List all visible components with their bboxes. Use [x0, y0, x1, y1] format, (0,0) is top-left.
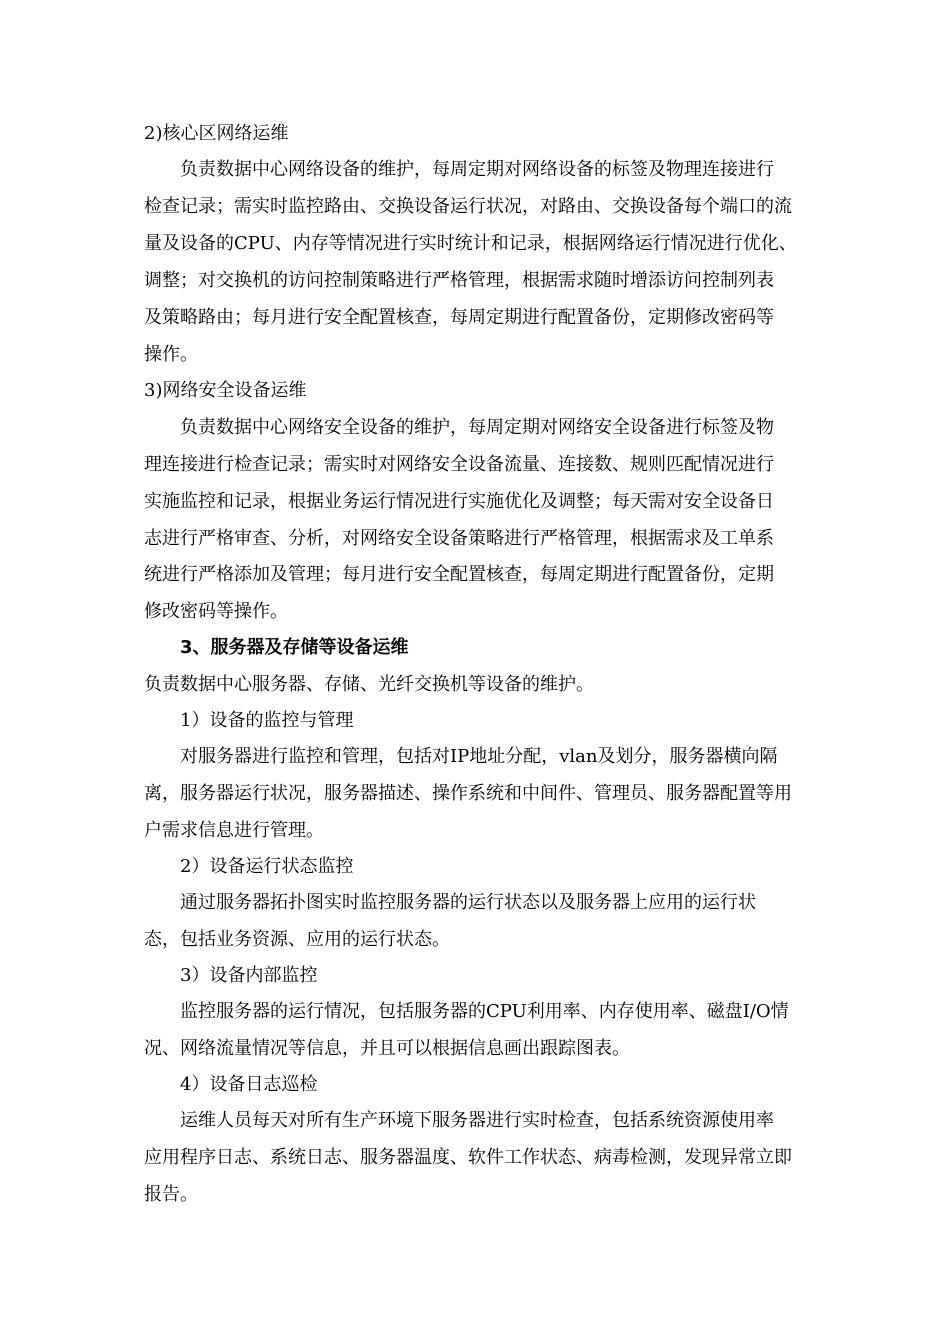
paragraph-line: 运维人员每天对所有生产环境下服务器进行实时检查，包括系统资源使用率 [180, 1110, 774, 1131]
paragraph-line: 离，服务器运行状况，服务器描述、操作系统和中间件、管理员、服务器配置等用 [144, 783, 792, 804]
paragraph-line: 实施监控和记录，根据业务运行情况进行实施优化及调整；每天需对安全设备日 [144, 491, 774, 512]
paragraph-line: 理连接进行检查记录；需实时对网络安全设备流量、连接数、规则匹配情况进行 [144, 454, 774, 475]
paragraph-line: 户需求信息进行管理。 [144, 820, 324, 841]
section-heading-servers-storage: 3、服务器及存储等设备运维 [180, 637, 409, 658]
paragraph-line: 负责数据中心网络设备的维护，每周定期对网络设备的标签及物理连接进行 [180, 159, 774, 180]
paragraph-line: 及策略路由；每月进行安全配置核查，每周定期进行配置备份，定期修改密码等 [144, 307, 774, 328]
paragraph-line: 调整；对交换机的访问控制策略进行严格管理，根据需求随时增添访问控制列表 [144, 270, 774, 291]
paragraph-line: 态，包括业务资源、应用的运行状态。 [144, 929, 450, 950]
paragraph-line: 修改密码等操作。 [144, 601, 288, 622]
paragraph-line: 应用程序日志、系统日志、服务器温度、软件工作状态、病毒检测，发现异常立即 [144, 1147, 792, 1168]
paragraph-line: 对服务器进行监控和管理，包括对IP地址分配，vlan及划分，服务器横向隔 [180, 746, 778, 767]
paragraph-line: 统进行严格添加及管理；每月进行安全配置核查，每周定期进行配置备份，定期 [144, 564, 774, 585]
section-heading-security-devices: 3)网络安全设备运维 [144, 380, 307, 401]
paragraph-line: 监控服务器的运行情况，包括服务器的CPU利用率、内存使用率、磁盘I/O情 [180, 1001, 789, 1022]
subheading-internal-monitoring: 3）设备内部监控 [180, 965, 318, 986]
subheading-status-monitoring: 2）设备运行状态监控 [180, 856, 354, 877]
paragraph-line: 志进行严格审查、分析，对网络安全设备策略进行严格管理，根据需求及工单系 [144, 528, 774, 549]
paragraph-line: 报告。 [144, 1184, 198, 1205]
paragraph-line: 负责数据中心服务器、存储、光纤交换机等设备的维护。 [144, 674, 594, 695]
section-heading-core-network: 2)核心区网络运维 [144, 123, 289, 144]
subheading-log-inspection: 4）设备日志巡检 [180, 1074, 318, 1095]
paragraph-line: 况、网络流量情况等信息，并且可以根据信息画出跟踪图表。 [144, 1038, 630, 1059]
paragraph-line: 操作。 [144, 344, 198, 365]
paragraph-line: 负责数据中心网络安全设备的维护，每周定期对网络安全设备进行标签及物 [180, 417, 774, 438]
paragraph-line: 量及设备的CPU、内存等情况进行实时统计和记录，根据网络运行情况进行优化、 [144, 233, 797, 254]
paragraph-line: 检查记录；需实时监控路由、交换设备运行状况，对路由、交换设备每个端口的流 [144, 196, 792, 217]
paragraph-line: 通过服务器拓扑图实时监控服务器的运行状态以及服务器上应用的运行状 [180, 892, 756, 913]
subheading-monitoring-management: 1）设备的监控与管理 [180, 710, 354, 731]
